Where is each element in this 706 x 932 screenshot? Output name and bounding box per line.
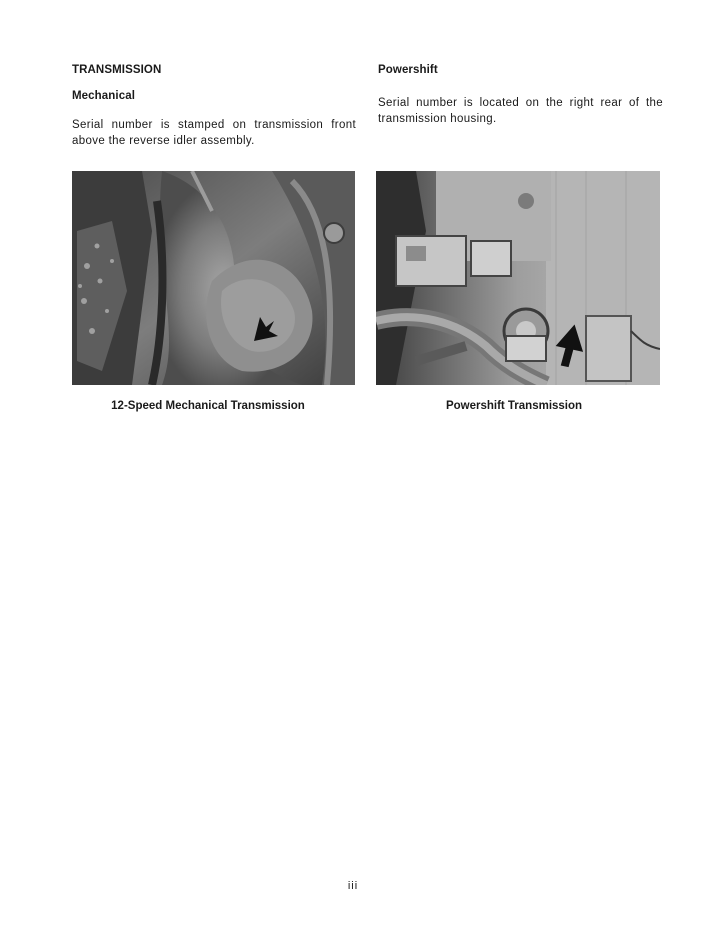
mechanical-subtitle: Mechanical	[72, 90, 135, 102]
mechanical-transmission-photo	[72, 171, 355, 385]
mechanical-photo-caption: 12-Speed Mechanical Transmission	[111, 400, 305, 412]
powershift-transmission-photo	[376, 171, 660, 385]
powershift-description: Serial number is located on the right rear of the transmission housing.	[378, 97, 663, 125]
page-number: iii	[347, 880, 359, 892]
mechanical-description: Serial number is stamped on transmission front above the reverse idler assembly.	[72, 119, 356, 147]
powershift-subtitle: Powershift	[378, 64, 438, 76]
section-title: TRANSMISSION	[72, 64, 162, 76]
powershift-photo-caption: Powershift Transmission	[445, 400, 583, 412]
